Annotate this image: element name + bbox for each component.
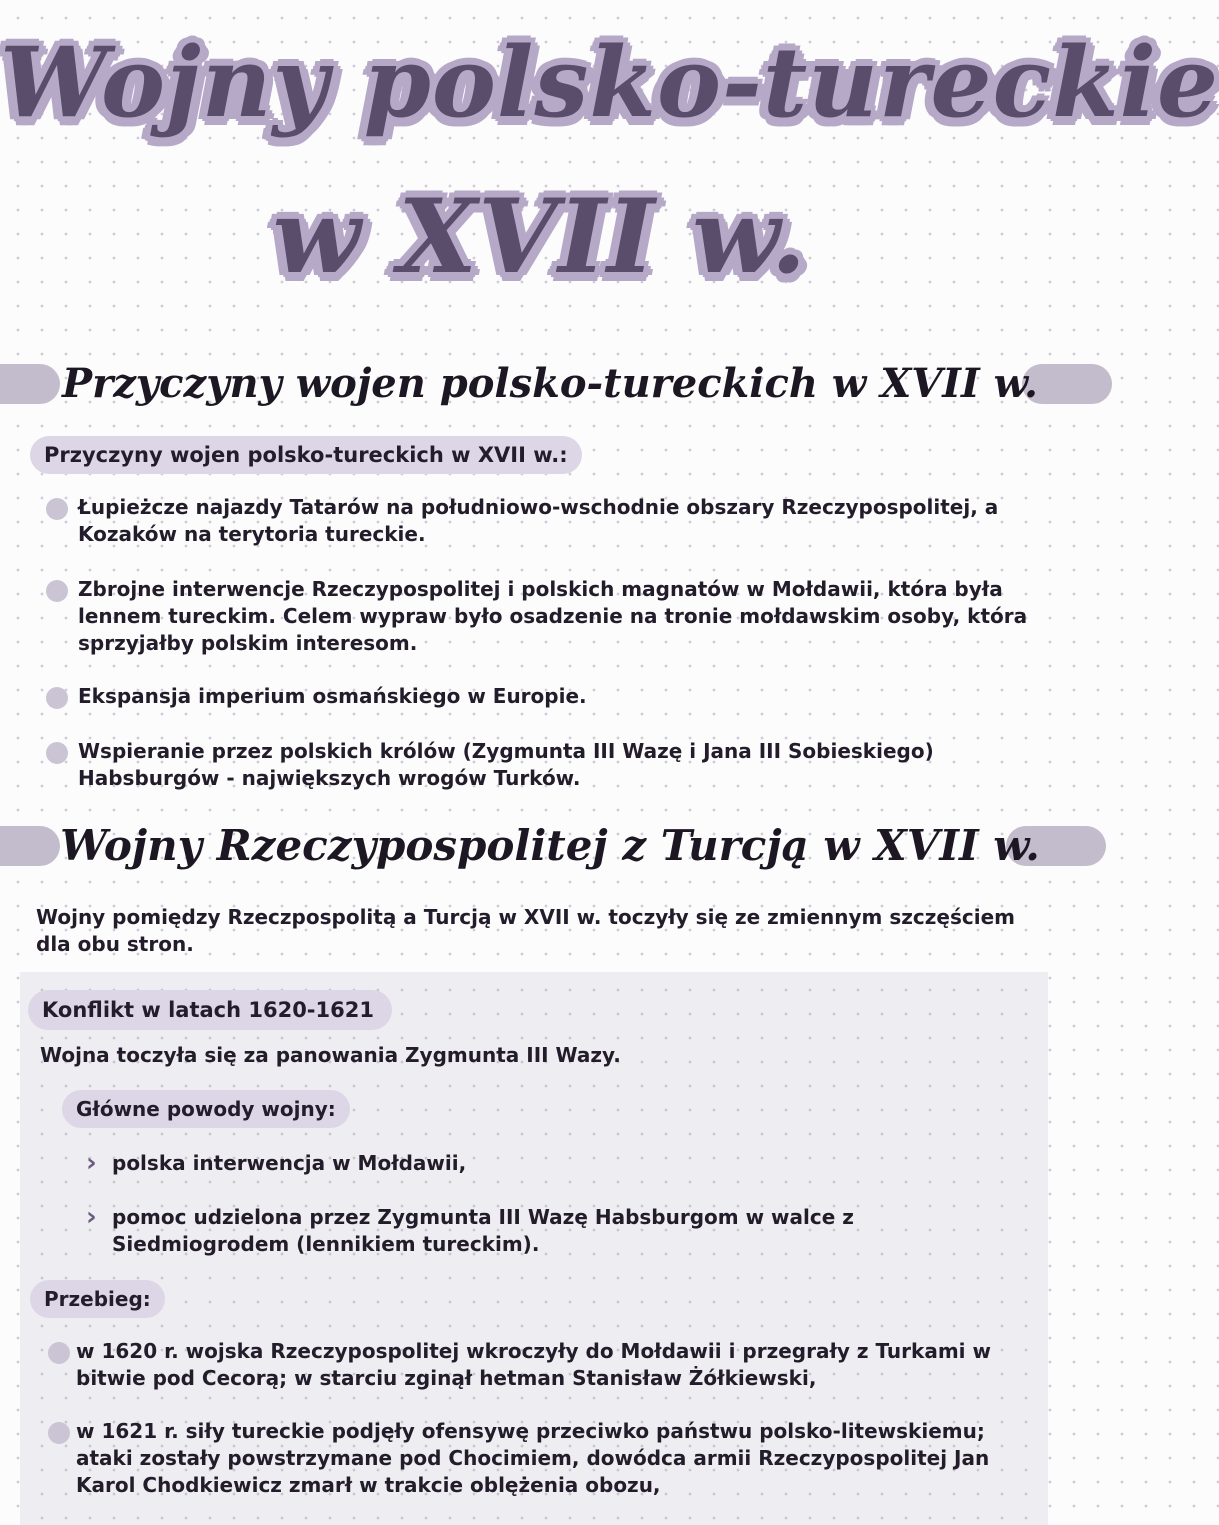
list-item [48,1338,1028,1392]
bullet-dot [46,498,68,520]
bullet-text: Zbrojne interwencje Rzeczypospolitej i polskich magnatów w Mołdawii, która była lennem tureckim. Celem wypraw było osadzenie na tronie mołdawskim osoby, która sprzyjałby polskim interesom. [78,577,1028,655]
reason-text: polska interwencja w Mołdawii, [112,1151,467,1175]
chevron-right-icon: › [86,1148,97,1178]
bullet-dot [48,1422,70,1444]
course-text: w 1620 r. wojska Rzeczypospolitej wkroczyły do Mołdawii i przegrały z Turkami w bitwie pod Cecorą; w starciu zginął hetman Stanisław Żółkiewski, [76,1339,991,1390]
bullet-text: Łupieżcze najazdy Tatarów na południowo-wschodnie obszary Rzeczypospolitej, a Kozaków na terytoria tureckie. [78,495,999,546]
conflict-reign: Wojna toczyła się za panowania Zygmunta III Wazy. [40,1043,621,1067]
page-title-line-1: Wojny polsko-tureckie [0,26,1219,139]
bullet-dot [48,1342,70,1364]
bullet-dot [46,742,68,764]
list-item [46,576,1046,657]
list-item [46,738,1046,792]
page-title-line-2: w XVII w. [272,177,808,297]
conflict-label: Konflikt w latach 1620-1621 [28,990,392,1030]
causes-label: Przyczyny wojen polsko-tureckich w XVII w.: [30,436,582,474]
reasons-label: Główne powody wojny: [62,1090,350,1128]
list-item [86,1150,1036,1177]
list-item [46,683,1046,710]
list-item [46,494,1046,548]
bullet-text: Ekspansja imperium osmańskiego w Europie. [78,684,587,708]
bullet-dot [46,580,68,602]
course-label: Przebieg: [30,1280,165,1318]
wars-intro: Wojny pomiędzy Rzeczpospolitą a Turcją w XVII w. toczyły się ze zmiennym szczęściem dla obu stron. [36,905,1015,956]
bullet-dot [46,687,68,709]
list-item [86,1204,1036,1258]
course-text: w 1621 r. siły tureckie podjęły ofensywę przeciwko państwu polsko-litewskiemu; ataki zostały powstrzymane pod Chocimiem, dowódca armii Rzeczypospolitej Jan Karol Chodkiewicz zmarł w trakcie oblężenia obozu, [76,1419,990,1497]
bullet-text: Wspieranie przez polskich królów (Zygmunta III Wazę i Jana III Sobieskiego) Habsburgów - największych wrogów Turków. [78,739,934,790]
section-heading-causes: Przyczyny wojen polsko-tureckich w XVII w. [62,360,1038,407]
chevron-right-icon: › [86,1202,97,1232]
section-heading-wars: Wojny Rzeczypospolitej z Turcją w XVII w. [60,821,1040,870]
reason-text: pomoc udzielona przez Zygmunta III Wazę Habsburgom w walce z Siedmiogrodem (lennikiem tureckim). [112,1205,854,1256]
list-item [48,1418,1028,1499]
